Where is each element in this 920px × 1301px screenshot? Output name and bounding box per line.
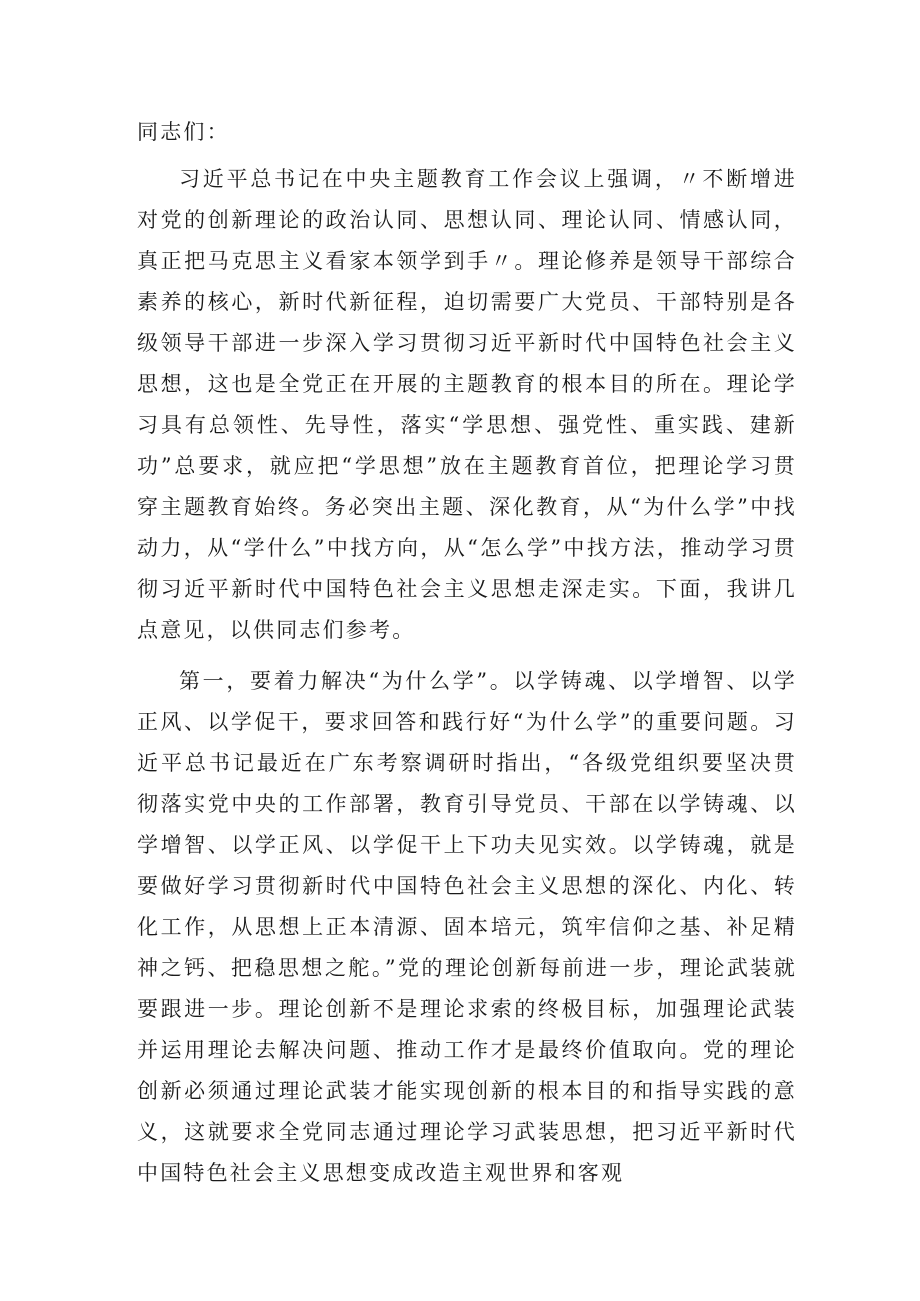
paragraph-intro: 习近平总书记在中央主题教育工作会议上强调，〃不断增进对党的创新理论的政治认同、思想认同、理论认同、情感认同，真正把马克思主义看家本领学到手〃。理论修养是领导干部综合素养的核心，新时代新征程，迫切需要广大党员、干部特别是各级领导干部进一步深入学习贯彻习近平新时代中国特色社会主义思想，这也是全党正在开展的主题教育的根本目的所在。理论学习具有总领性、先导性，落实“学思想、强党性、重实践、建新功”总要求，就应把“学思想”放在主题教育首位，把理论学习贯穿主题教育始终。务必突出主题、深化教育，从“为什么学”中找动力，从“学什么”中找方向，从“怎么学”中找方法，推动学习贯彻习近平新时代中国特色社会主义思想走深走实。下面，我讲几点意见，以供同志们参考。 — [137, 167, 797, 642]
salutation: 同志们： — [137, 120, 230, 144]
document-body — [137, 112, 797, 1204]
paragraph-first-point: 第一，要着力解决“为什么学”。以学铸魂、以学增智、以学正风、以学促干，要求回答和践行好“为什么学”的重要问题。习近平总书记最近在广东考察调研时指出，“各级党组织要坚决贯彻落实党中央的工作部署，教育引导党员、干部在以学铸魂、以学增智、以学正风、以学促干上下功夫见实效。以学铸魂，就是要做好学习贯彻新时代中国特色社会主义思想的深化、内化、转化工作，从思想上正本清源、固本培元，筑牢信仰之基、补足精神之钙、把稳思想之舵。”党的理论创新每前进一步，理论武装就要跟进一步。理论创新不是理论求索的终极目标，加强理论武装并运用理论去解决问题、推动工作才是最终价值取向。党的理论创新必须通过理论武装才能实现创新的根本目的和指导实践的意义，这就要求全党同志通过理论学习武装思想，把习近平新时代中国特色社会主义思想变成改造主观世界和客观 — [137, 669, 797, 1185]
